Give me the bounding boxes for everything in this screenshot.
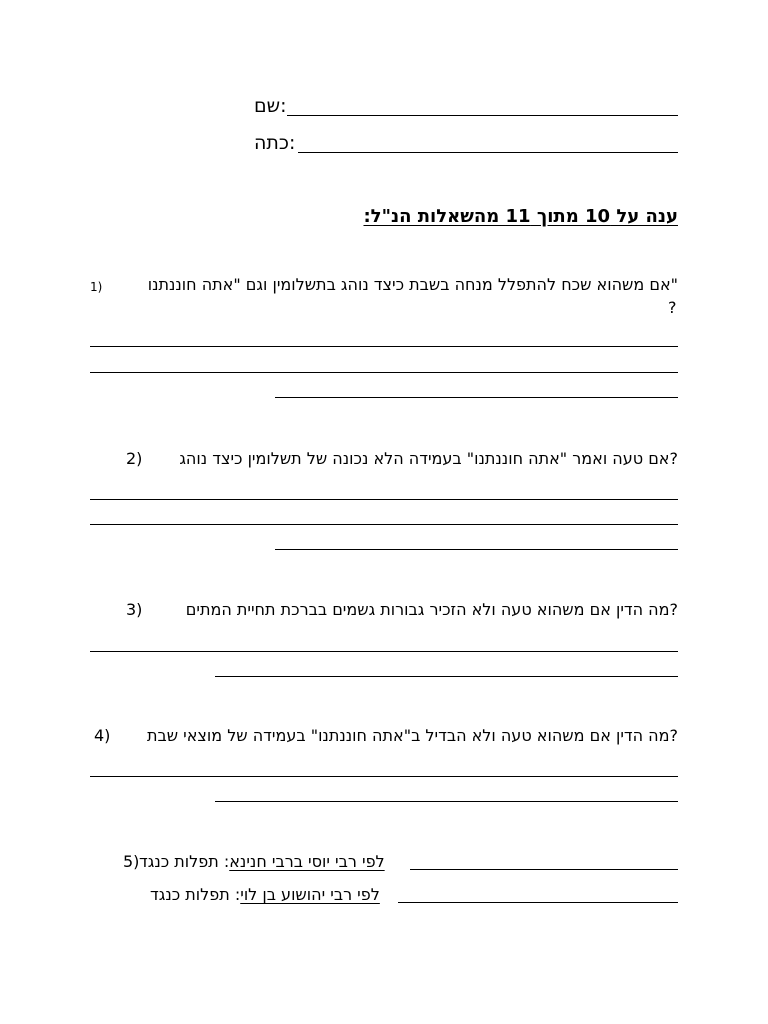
class-answer-line[interactable] xyxy=(298,152,678,153)
question-3-question: ?מה הדין אם משהוא טעה ולא הזכיר גבורות גשמים בברכת תחיית המתים xyxy=(185,600,678,619)
question-1-answer-line-2[interactable] xyxy=(90,372,678,373)
question-1-answer-line-3[interactable] xyxy=(275,397,678,398)
question-4-text xyxy=(147,726,678,746)
question-5-number: 5) xyxy=(123,852,140,871)
question-3-text xyxy=(186,600,678,620)
question-5-answer-line-a[interactable] xyxy=(410,869,678,870)
question-3-answer-line-1[interactable] xyxy=(90,651,678,652)
question-1-answer-line-1[interactable] xyxy=(90,346,678,347)
question-5-answer-line-b[interactable] xyxy=(398,902,678,903)
question-2-number: 2) xyxy=(126,449,143,468)
instructions-title: ענה על 10 מתוך 11 מהשאלות הנ"ל: xyxy=(363,206,678,227)
question-1-line2: ? xyxy=(668,298,677,317)
question-5-part-b xyxy=(150,885,380,905)
question-4-answer-line-1[interactable] xyxy=(90,776,678,777)
question-4-question: ?מה הדין אם משהוא טעה ולא הבדיל ב"אתה חוננתנו" בעמידה של מוצאי שבת xyxy=(146,726,678,745)
question-5-part-a-source: לפי רבי יוסי ברבי חנינא xyxy=(229,852,385,871)
name-label: שם: xyxy=(254,95,287,117)
question-1-text xyxy=(148,275,678,295)
question-2-answer-line-3[interactable] xyxy=(275,549,678,550)
question-1-number: 1) xyxy=(90,280,103,294)
class-label: כתה: xyxy=(254,132,296,154)
question-4-answer-line-2[interactable] xyxy=(215,801,678,802)
question-3-number: 3) xyxy=(126,600,143,619)
name-answer-line[interactable] xyxy=(287,115,678,116)
question-5-part-a-rest: : תפלות כנגד xyxy=(139,852,230,871)
question-3-answer-line-2[interactable] xyxy=(215,676,678,677)
question-2-text xyxy=(179,449,678,469)
question-2-answer-line-1[interactable] xyxy=(90,499,678,500)
question-2-answer-line-2[interactable] xyxy=(90,524,678,525)
question-2-question: ?אם טעה ואמר "אתה חוננתנו" בעמידה הלא נכונה של תשלומין כיצד נוהג xyxy=(179,449,678,468)
question-5-part-a xyxy=(139,852,385,872)
question-5-part-b-source: לפי רבי יהושוע בן לוי xyxy=(240,885,380,904)
question-4-number: 4) xyxy=(94,726,111,745)
question-1-line1: "אם משהוא שכח להתפלל מנחה בשבת כיצד נוהג בתשלומין וגם "אתה חוננתנו xyxy=(147,275,678,294)
question-5-part-b-rest: : תפלות כנגד xyxy=(150,885,241,904)
